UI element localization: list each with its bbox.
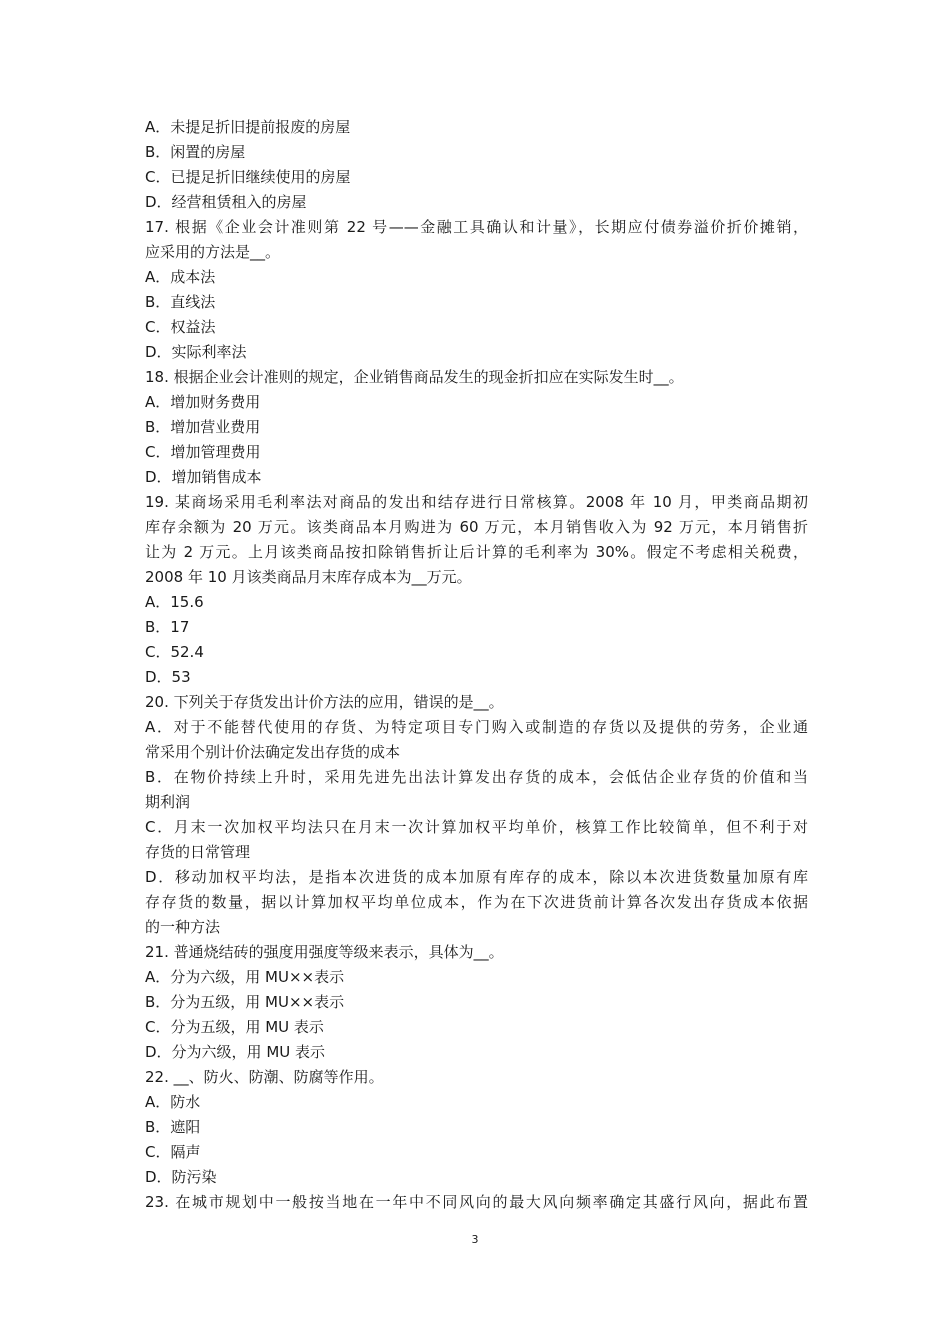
q22-option-c: C．隔声 <box>145 1143 201 1161</box>
q19-option-a: A．15.6 <box>145 593 204 611</box>
q16-option-a: A．未提足折旧提前报废的房屋 <box>145 118 351 136</box>
q18-option-d: D．增加销售成本 <box>145 468 262 486</box>
q17-option-a: A．成本法 <box>145 268 216 286</box>
q22-option-a: A．防水 <box>145 1093 201 1111</box>
q20-option-a-line-1: A．对于不能替代使用的存货、为特定项目专门购入或制造的存货以及提供的劳务，企业通 <box>145 718 808 736</box>
q19-stem-line-4: 2008 年 10 月该类商品月末库存成本为__万元。 <box>145 568 472 586</box>
q19-option-d: D．53 <box>145 668 191 686</box>
q20-option-d-line-2: 存存货的数量，据以计算加权平均单位成本，作为在下次进货前计算各次发出存货成本依据 <box>145 893 808 911</box>
q19-option-b: B．17 <box>145 618 190 636</box>
q22-option-d: D．防污染 <box>145 1168 217 1186</box>
q22-stem-line-1: 22. __、防火、防潮、防腐等作用。 <box>145 1068 384 1086</box>
q16-option-c: C．已提足折旧继续使用的房屋 <box>145 168 351 186</box>
q21-option-a: A．分为六级，用 MU××表示 <box>145 968 345 986</box>
q16-option-d: D．经营租赁租入的房屋 <box>145 193 307 211</box>
q21-stem-line-1: 21. 普通烧结砖的强度用强度等级来表示，具体为__。 <box>145 943 504 961</box>
q19-stem-line-3: 让为 2 万元。上月该类商品按扣除销售折让后计算的毛利率为 30%。假定不考虑相关税费， <box>145 543 808 561</box>
q21-option-c: C．分为五级，用 MU 表示 <box>145 1018 324 1036</box>
q17-stem-line-2: 应采用的方法是__。 <box>145 243 281 261</box>
q19-stem-line-2: 库存余额为 20 万元。该类商品本月购进为 60 万元，本月销售收入为 92 万元，本月销售折 <box>145 518 808 536</box>
q20-option-b-line-1: B．在物价持续上升时，采用先进先出法计算发出存货的成本，会低估企业存货的价值和当 <box>145 768 808 786</box>
q20-option-b-line-2: 期利润 <box>145 793 191 811</box>
q18-option-c: C．增加管理费用 <box>145 443 261 461</box>
q21-option-d: D．分为六级，用 MU 表示 <box>145 1043 326 1061</box>
q20-option-d-line-1: D．移动加权平均法，是指本次进货的成本加原有库存的成本，除以本次进货数量加原有库 <box>145 868 808 886</box>
q17-option-b: B．直线法 <box>145 293 216 311</box>
q20-option-c-line-1: C．月末一次加权平均法只在月末一次计算加权平均单价，核算工作比较简单，但不利于对 <box>145 818 808 836</box>
q17-option-d: D．实际利率法 <box>145 343 247 361</box>
q22-option-b: B．遮阳 <box>145 1118 201 1136</box>
q17-option-c: C．权益法 <box>145 318 216 336</box>
q16-option-b: B．闲置的房屋 <box>145 143 246 161</box>
q19-stem-line-1: 19. 某商场采用毛利率法对商品的发出和结存进行日常核算。2008 年 10 月，甲类商品期初 <box>145 493 808 511</box>
q20-stem-line-1: 20. 下列关于存货发出计价方法的应用，错误的是__。 <box>145 693 504 711</box>
q20-option-a-line-2: 常采用个别计价法确定发出存货的成本 <box>145 743 401 761</box>
q21-option-b: B．分为五级，用 MU××表示 <box>145 993 345 1011</box>
q20-option-c-line-2: 存货的日常管理 <box>145 843 251 861</box>
q18-stem-line-1: 18. 根据企业会计准则的规定，企业销售商品发生的现金折扣应在实际发生时__。 <box>145 368 684 386</box>
q18-option-a: A．增加财务费用 <box>145 393 261 411</box>
q19-option-c: C．52.4 <box>145 643 204 661</box>
q18-option-b: B．增加营业费用 <box>145 418 261 436</box>
q20-option-d-line-3: 的一种方法 <box>145 918 221 936</box>
page-number: 3 <box>471 1233 479 1246</box>
q23-stem-line-1: 23. 在城市规划中一般按当地在一年中不同风向的最大风向频率确定其盛行风向，据此布置 <box>145 1193 808 1211</box>
page-content <box>145 115 808 1215</box>
q17-stem-line-1: 17. 根据《企业会计准则第 22 号——金融工具确认和计量》，长期应付债券溢价折价摊销， <box>145 218 808 236</box>
